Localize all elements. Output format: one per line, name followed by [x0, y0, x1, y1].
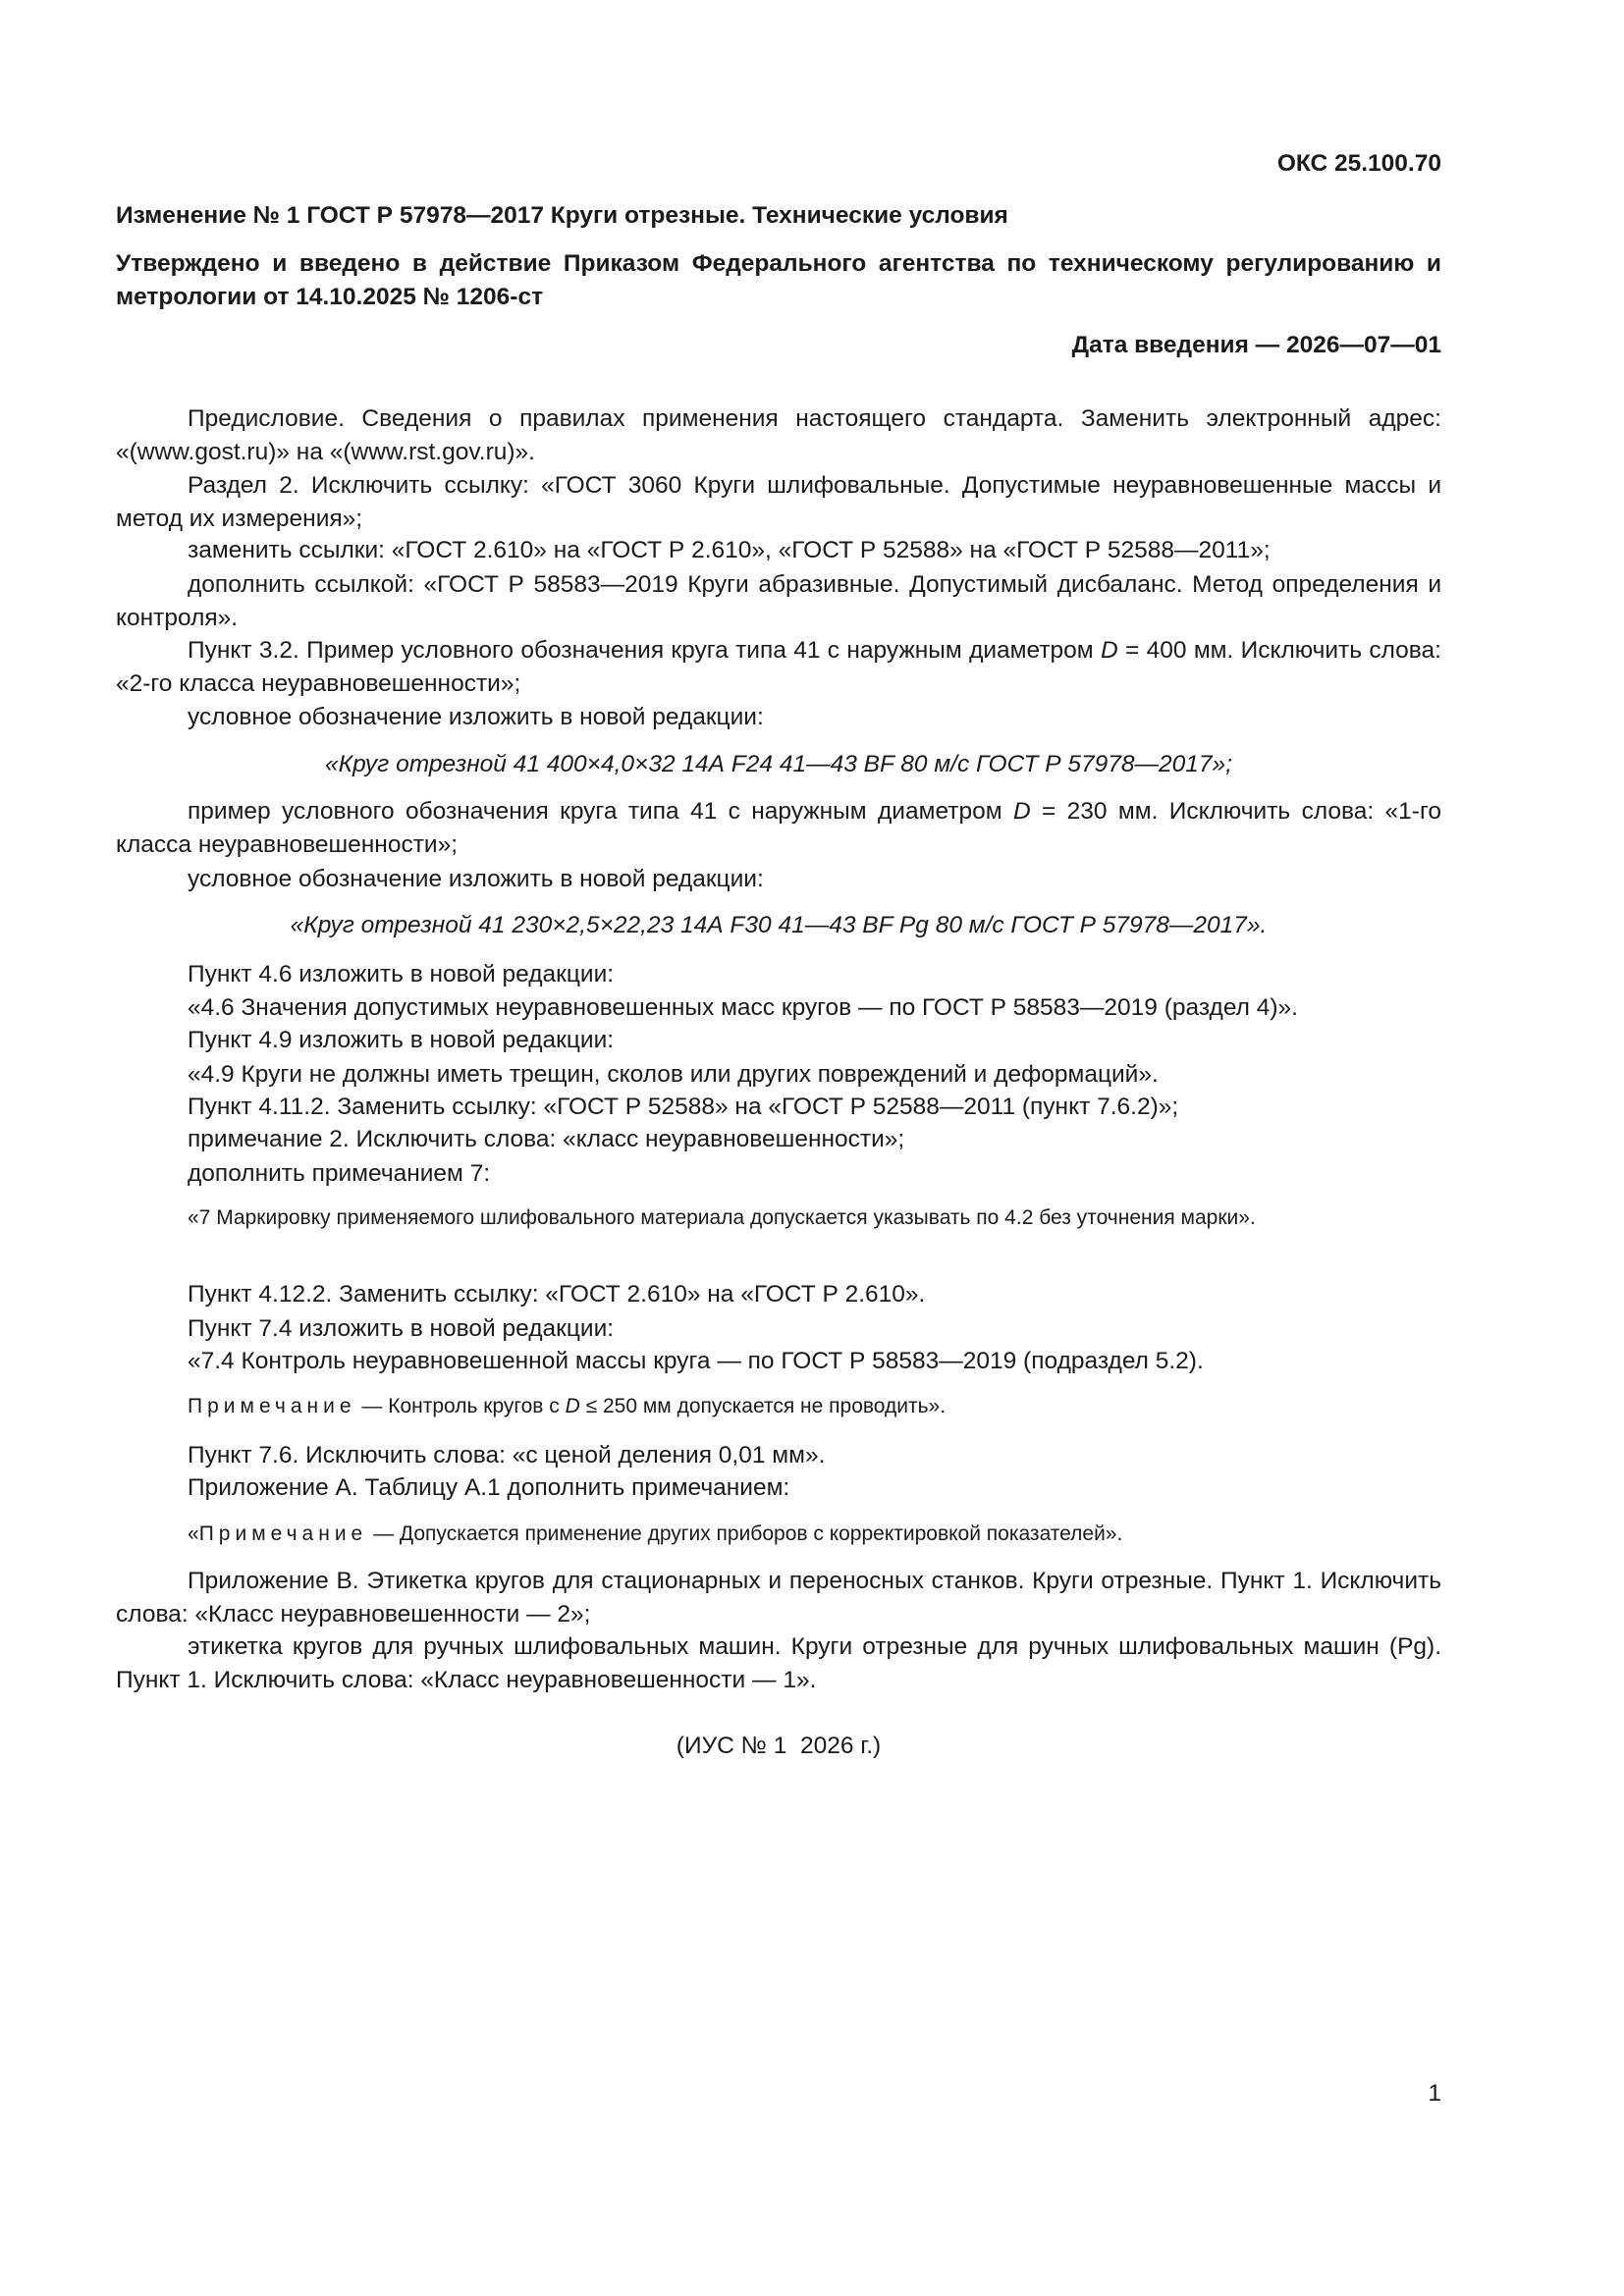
paragraph-item-4-11-2: Пункт 4.11.2. Заменить ссылку: «ГОСТ Р 52588» на «ГОСТ Р 52588—2011 (пункт 7.6.2)»;	[188, 1094, 1179, 1120]
paragraph-replace-refs: заменить ссылки: «ГОСТ 2.610» на «ГОСТ Р 2.610», «ГОСТ Р 52588» на «ГОСТ Р 52588—2011»;	[188, 537, 1271, 563]
paragraph-example-230	[116, 795, 1441, 861]
paragraph-item-4-9: Пункт 4.9 изложить в новой редакции:	[188, 1027, 615, 1053]
note-appendix-a	[116, 1520, 1441, 1549]
paragraph-item-7-4: Пункт 7.4 изложить в новой редакции:	[188, 1315, 615, 1342]
paragraph-preface: Предисловие. Сведения о правилах применения настоящего стандарта. Заменить электронный адрес: «(www.gost.ru)» на «(www.rst.gov.ru)».	[116, 405, 1441, 465]
paragraph-add-ref: дополнить ссылкой: «ГОСТ Р 58583—2019 Круги абразивные. Допустимый дисбаланс. Метод определения и контроля».	[116, 571, 1441, 631]
text: — Допускается применение других приборов с корректировкой показателей».	[367, 1522, 1123, 1545]
variable-d: D	[565, 1395, 580, 1417]
paragraph-item-7-6: Пункт 7.6. Исключить слова: «с ценой деления 0,01 мм».	[188, 1442, 826, 1468]
note-control	[116, 1392, 1441, 1421]
text: — Контроль кругов с	[355, 1395, 566, 1417]
paragraph-section2: Раздел 2. Исключить ссылку: «ГОСТ 3060 Круги шлифовальные. Допустимые неуравновешенные массы и метод их измерения»;	[116, 472, 1441, 532]
text: «	[188, 1522, 199, 1545]
approval-statement: Утверждено и введено в действие Приказом Федерального агентства по техническому регулированию и метрологии от 14.10.2025 № 1206-ст	[116, 250, 1441, 310]
text: = 230 мм. Исключить слова: «1-го класса неуравновешенности»;	[116, 798, 1441, 858]
paragraph-appendix-a: Приложение А. Таблицу А.1 дополнить примечанием:	[188, 1474, 790, 1501]
note-label: Примечание	[188, 1395, 356, 1417]
example-designation-2: «Круг отрезной 41 230×2,5×22,23 14А F30 41—43 BF Pg 80 м/с ГОСТ Р 57978—2017».	[290, 912, 1268, 938]
ius-reference: (ИУС № 1 2026 г.)	[676, 1733, 882, 1759]
note-label: Примечание	[198, 1522, 368, 1545]
variable-d: D	[1012, 798, 1031, 825]
paragraph-7-4-text: «7.4 Контроль неуравновешенной массы круга — по ГОСТ Р 58583—2019 (подраздел 5.2).	[188, 1348, 1204, 1374]
paragraph-new-designation: условное обозначение изложить в новой редакции:	[188, 704, 764, 730]
text: = 400 мм. Исключить слова: «2-го класса неуравновешенности»;	[116, 637, 1441, 697]
effective-date: Дата введения — 2026—07—01	[1071, 332, 1441, 358]
text: пример условного обозначения круга типа 41 с наружным диаметром	[188, 798, 1013, 825]
paragraph-add-note-7: дополнить примечанием 7:	[188, 1160, 491, 1187]
paragraph-4-9-text: «4.9 Круги не должны иметь трещин, сколов или других повреждений и деформаций».	[188, 1061, 1159, 1088]
paragraph-item-4-12-2: Пункт 4.12.2. Заменить ссылку: «ГОСТ 2.610» на «ГОСТ Р 2.610».	[188, 1281, 926, 1308]
page-number: 1	[1428, 2080, 1441, 2107]
paragraph-4-6-text: «4.6 Значения допустимых неуравновешенных масс кругов — по ГОСТ Р 58583—2019 (раздел 4)».	[188, 994, 1298, 1021]
paragraph-item-4-6: Пункт 4.6 изложить в новой редакции:	[188, 961, 615, 988]
example-designation-1: «Круг отрезной 41 400×4,0×32 14А F24 41—43 BF 80 м/с ГОСТ Р 57978—2017»;	[325, 751, 1232, 777]
paragraph-label-manual: этикетка кругов для ручных шлифовальных машин. Круги отрезные для ручных шлифовальных машин (Pg). Пункт 1. Исключить слова: «Класс неуравновешенности — 1».	[116, 1633, 1441, 1693]
paragraph-note-2: примечание 2. Исключить слова: «класс неуравновешенности»;	[188, 1126, 905, 1152]
paragraph-new-designation-2: условное обозначение изложить в новой редакции:	[188, 866, 764, 892]
variable-d: D	[1100, 637, 1118, 664]
text: ≤ 250 мм допускается не проводить».	[579, 1395, 947, 1417]
paragraph-appendix-b: Приложение В. Этикетка кругов для стационарных и переносных станков. Круги отрезные. Пункт 1. Исключить слова: «Класс неуравновешенности — 2»;	[116, 1568, 1441, 1628]
oks-code: ОКС 25.100.70	[1276, 150, 1441, 177]
document-title: Изменение № 1 ГОСТ Р 57978—2017 Круги отрезные. Технические условия	[116, 202, 1008, 229]
note-7-text: «7 Маркировку применяемого шлифовального материала допускается указывать по 4.2 без уточнения марки».	[188, 1206, 1256, 1229]
paragraph-item-3-2	[116, 634, 1441, 700]
text: Пункт 3.2. Пример условного обозначения круга типа 41 с наружным диаметром	[188, 637, 1101, 664]
